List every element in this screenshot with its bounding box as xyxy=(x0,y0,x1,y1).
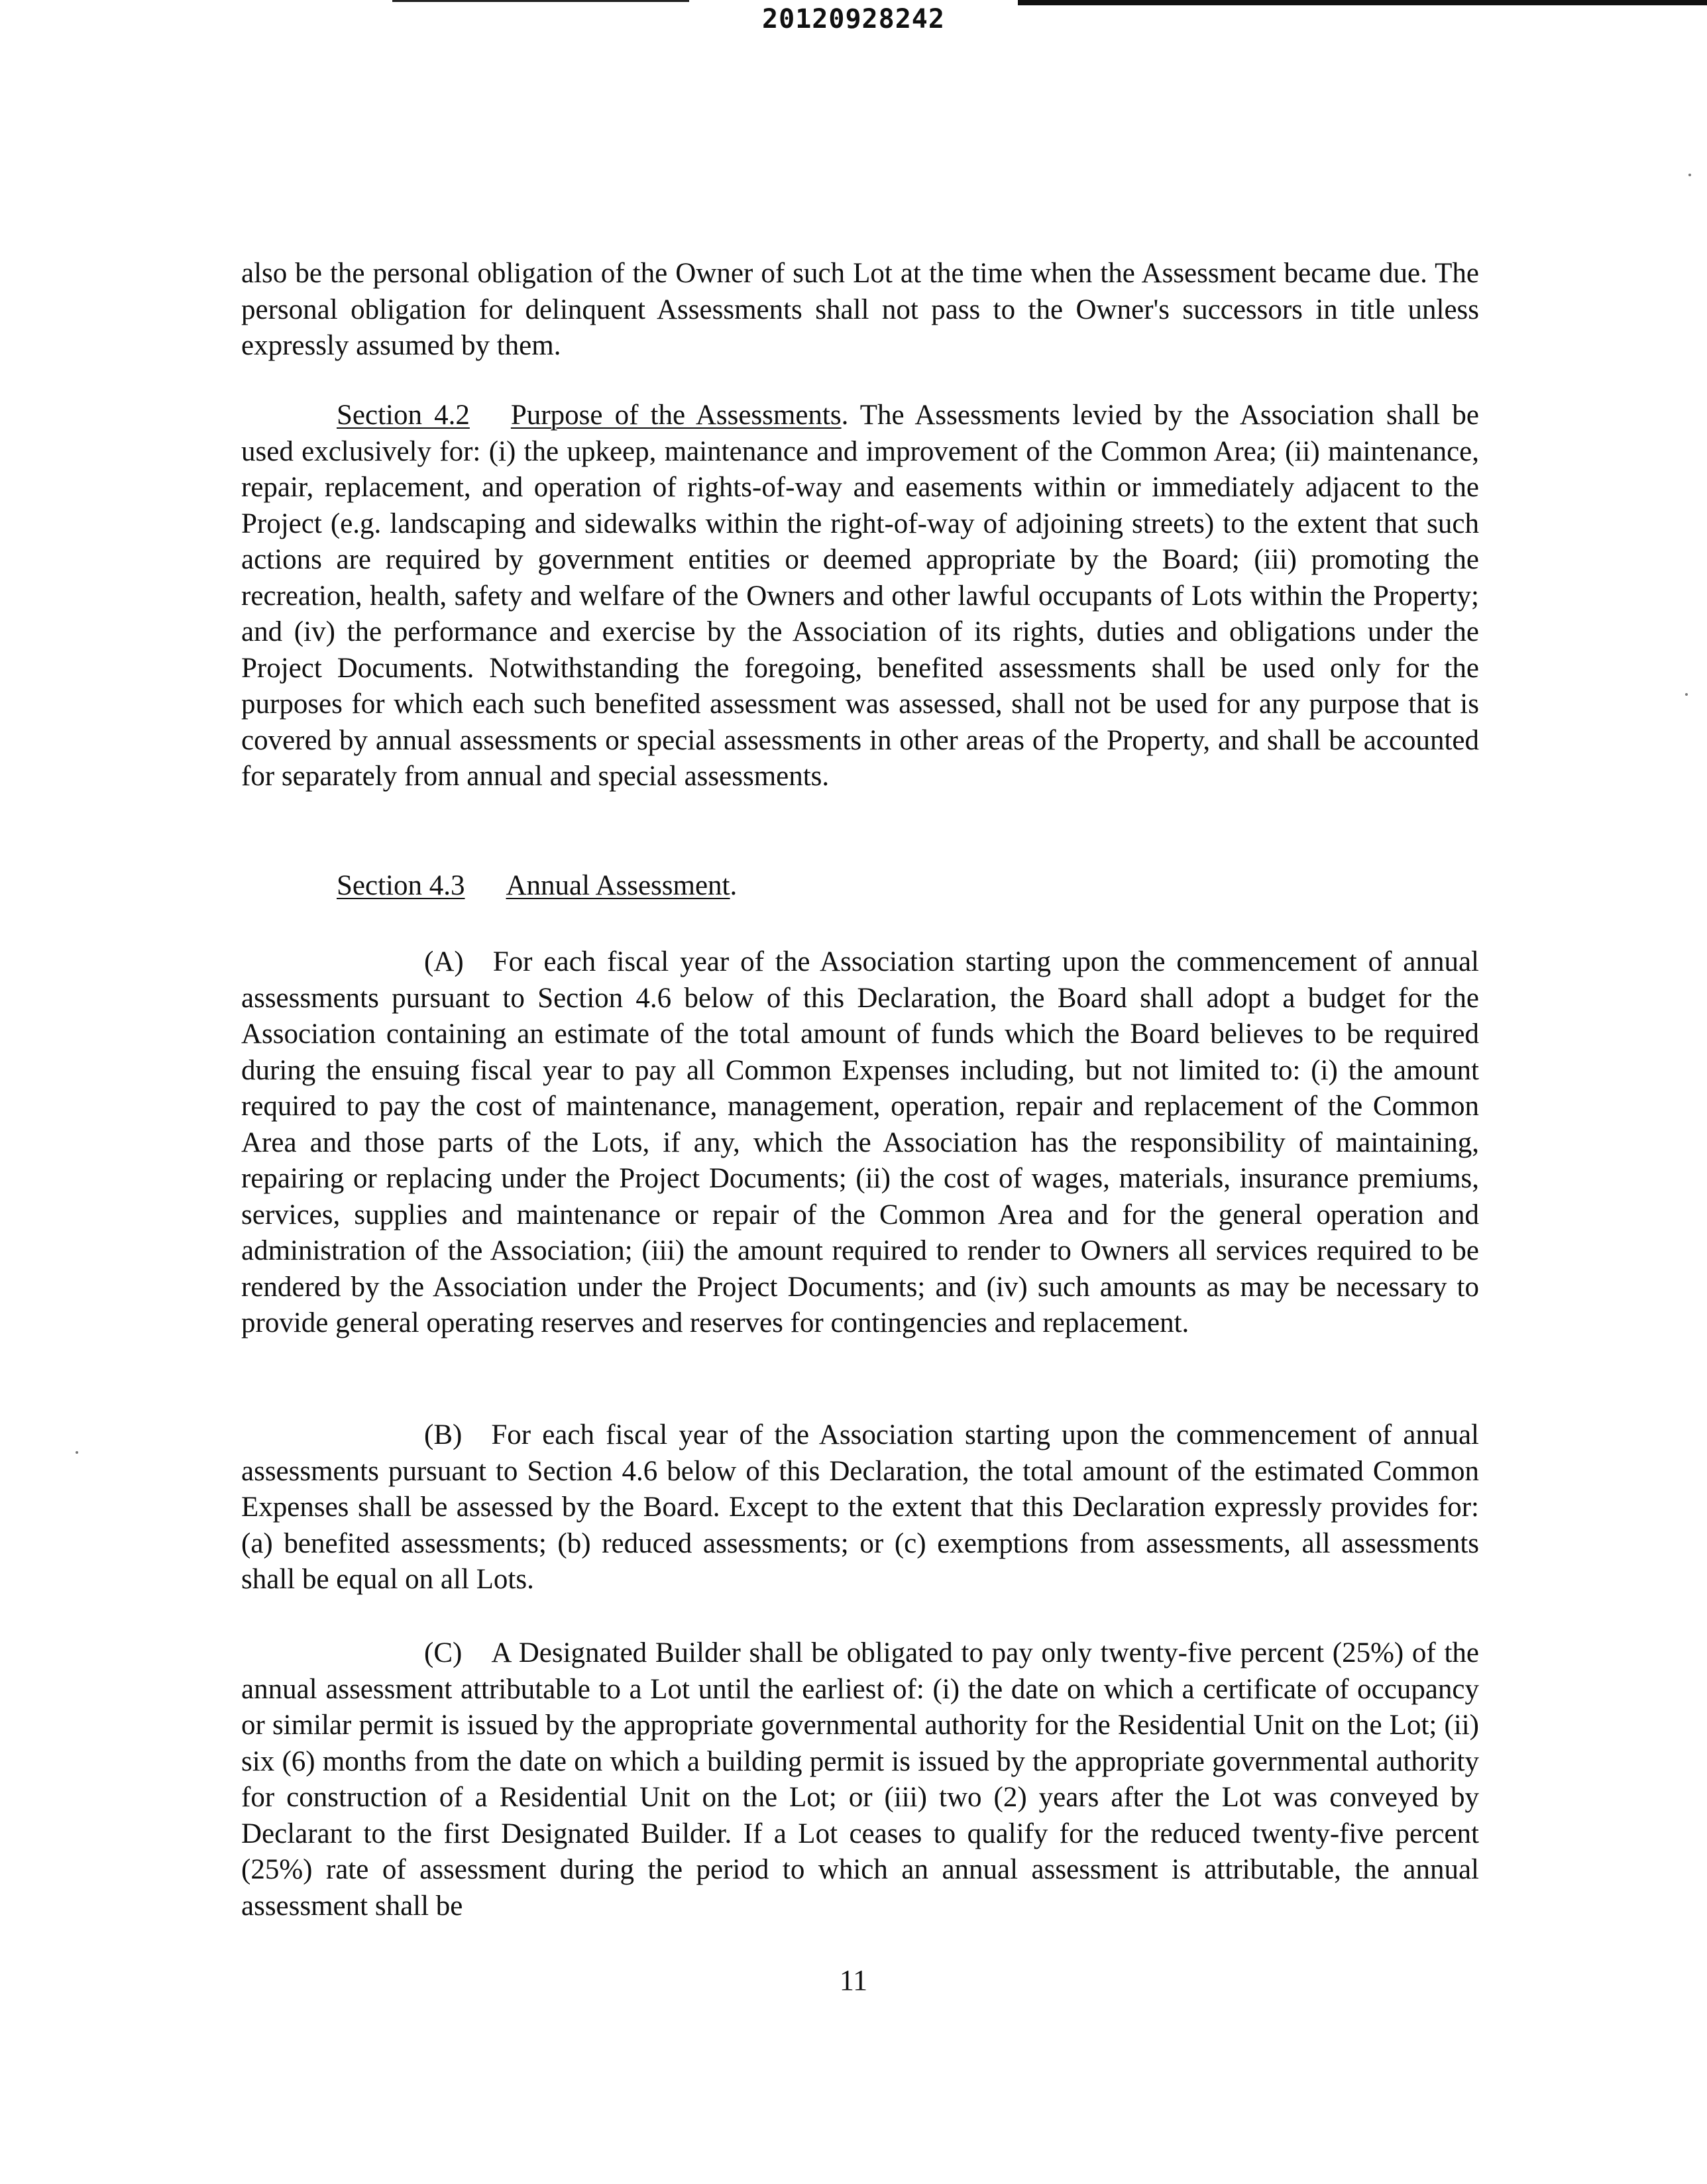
section-4-3-title-suffix: . xyxy=(730,870,738,901)
section-4-2-body: . The Assessments levied by the Association shall be used exclusively for: (i) the upkeep, maintenance and improvement of the Common Area; (ii) maintenance, repair, replacement, and operation of rights-of-way and easements within or immediately adjacent to the Project (e.g. landscaping and sidewalks within the right-of-way of adjoining streets) to the extent that such actions are required by government entities or deemed appropriate by the Board; (iii) promoting the recreation, health, safety and welfare of the Owners and other lawful occupants of Lots within the Property; and (iv) the performance and exercise by the Association of its rights, duties and obligations under the Project Documents. Notwithstanding the foregoing, benefited assessments shall be used only for the purposes for which each such benefited assessment was assessed, shall not be used for any purpose that is covered by annual assessments or special assessments in other areas of the Property, and shall be accounted for separately from annual and special assessments. xyxy=(241,400,1479,792)
subsection-a-body: For each fiscal year of the Association starting upon the commencement of annual assessments pursuant to Section 4.6 below of this Declaration, the Board shall adopt a budget for the Association containing an estimate of the total amount of funds which the Board believes to be required during the ensuing fiscal year to pay all Common Expenses including, but not limited to: (i) the amount required to pay the cost of maintenance, management, operation, repair and replacement of the Common Area and those parts of the Lots, if any, which the Association has the responsibility of maintaining, repairing or replacing under the Project Documents; (ii) the cost of wages, materials, insurance premiums, services, supplies and maintenance or repair of the Common Area and for the general operation and administration of the Association; (iii) the amount required to render to Owners all services required to be rendered by the Association under the Project Documents; and (iv) such amounts as may be necessary to provide general operating reserves and reserves for contingencies and replacement. xyxy=(241,946,1479,1338)
scan-top-rule-left xyxy=(392,0,689,2)
subsection-a-paragraph xyxy=(241,944,1479,1342)
continuation-paragraph: also be the personal obligation of the Owner of such Lot at the time when the Assessment became due. The personal obligation for delinquent Assessments shall not pass to the Owner's successors in title unless expressly assumed by them. xyxy=(241,258,1479,361)
subsection-c-label: (C) xyxy=(424,1637,463,1668)
subsection-b-label: (B) xyxy=(424,1419,463,1450)
section-4-2-title: Purpose of the Assessments xyxy=(510,400,842,431)
page-number: 11 xyxy=(839,1964,868,1996)
section-4-3-heading xyxy=(337,868,737,904)
subsection-a-label: (A) xyxy=(424,946,464,977)
scan-speck xyxy=(1685,693,1688,696)
subsection-b-paragraph xyxy=(241,1417,1479,1598)
document-number: 20120928242 xyxy=(762,4,945,34)
subsection-c-paragraph xyxy=(241,1635,1479,1924)
section-4-2-number: Section 4.2 xyxy=(337,400,470,431)
subsection-c-body: A Designated Builder shall be obligated to pay only twenty-five percent (25%) of the annual assessment attributable to a Lot until the earliest of: (i) the date on which a certificate of occupancy or similar permit is issued by the appropriate governmental authority for the Residential Unit on the Lot; (ii) six (6) months from the date on which a building permit is issued by the appropriate governmental authority for construction of a Residential Unit on the Lot; or (iii) two (2) years after the Lot was conveyed by Declarant to the first Designated Builder. If a Lot ceases to qualify for the reduced twenty-five percent (25%) rate of assessment during the period to which an annual assessment is attributable, the annual assessment shall be xyxy=(241,1637,1479,1922)
section-4-3-title: Annual Assessment xyxy=(506,870,730,901)
section-4-3-number: Section 4.3 xyxy=(337,870,465,901)
subsection-b-body: For each fiscal year of the Association starting upon the commencement of annual assessments pursuant to Section 4.6 below of this Declaration, the total amount of the estimated Common Expenses shall be assessed by the Board. Except to the extent that this Declaration expressly provides for: (a) benefited assessments; (b) reduced assessments; or (c) exemptions from assessments, all assessments shall be equal on all Lots. xyxy=(241,1419,1479,1595)
scan-speck xyxy=(76,1451,78,1454)
section-4-2-paragraph xyxy=(241,398,1479,795)
scan-speck xyxy=(1688,174,1691,176)
